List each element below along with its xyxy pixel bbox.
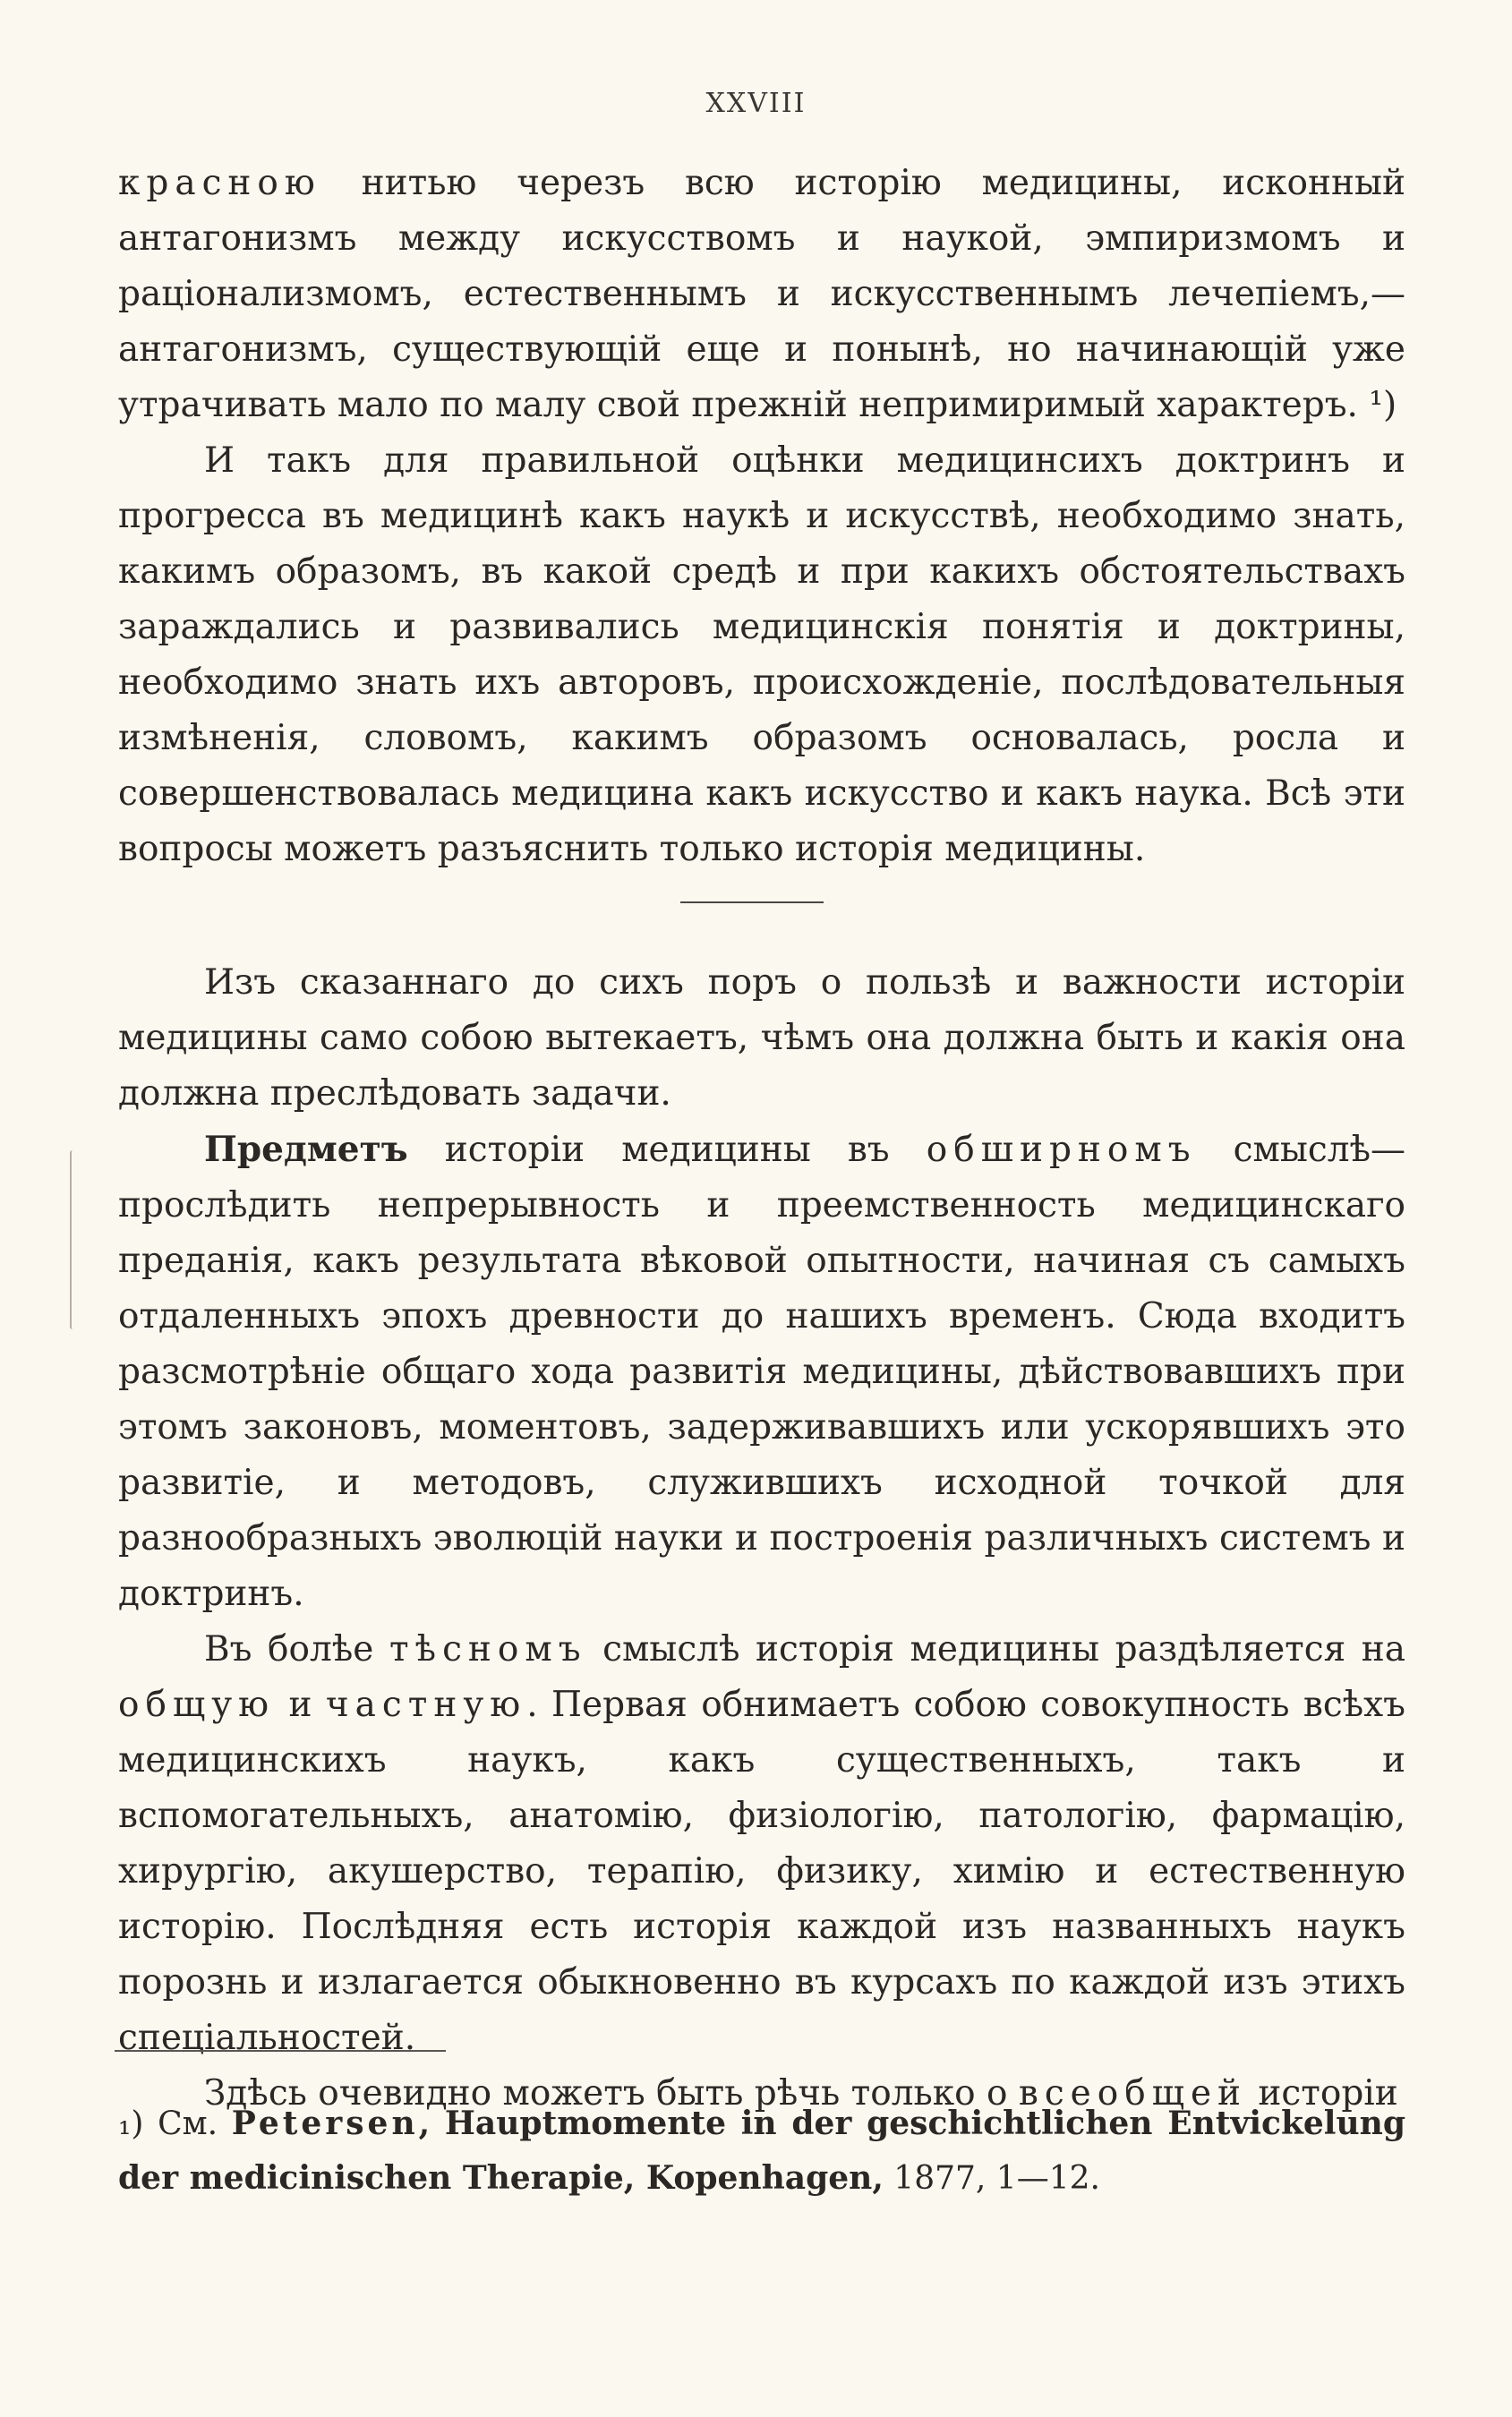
paragraph-text: исторіи медицины въ bbox=[407, 1130, 927, 1170]
paragraph-text: Здѣсь очевидно можетъ быть рѣчь только о bbox=[204, 2073, 1019, 2114]
paragraph-intro: Изъ сказаннаго до сихъ поръ о пользѣ и важности исторіи медицины само собою вытекаетъ, чѣмъ она должна быть и какія она должна преслѣдовать задачи. bbox=[118, 962, 1405, 1114]
page-number: XXVIII bbox=[705, 88, 807, 119]
spaced-lead-word: красною bbox=[118, 163, 321, 203]
paragraph-subject bbox=[118, 1122, 1405, 1622]
paragraph-text: смыслѣ исторія медицины раздѣляется на bbox=[586, 1629, 1405, 1670]
text-block-continuation bbox=[118, 156, 1405, 877]
margin-pencil-mark bbox=[70, 1150, 77, 1329]
paragraph-division bbox=[118, 1622, 1405, 2066]
spaced-term: частную bbox=[325, 1685, 527, 1725]
footnote bbox=[118, 2097, 1405, 2206]
footnote-title: , Hauptmomente in der geschichtlichen Entvickelung der medicinischen Therapie, Kopenhagen, bbox=[118, 2105, 1406, 2197]
paragraph-text: и bbox=[275, 1685, 326, 1725]
spaced-term: всеобщей bbox=[1018, 2073, 1248, 2114]
paragraph-text: . Первая обнимаетъ собою совокупность всѣхъ медицинскихъ наукъ, какъ существенныхъ, такъ и вспомогательныхъ, анатомію, физіологію, патологію, фармацію, хирургію, акушерство, терапію, физику, химію и естественную исторію. Послѣдняя есть исторія каждой изъ названныхъ наукъ порознь и излагается обыкновенно въ курсахъ по каждой изъ этихъ спеціальностей. bbox=[118, 1685, 1405, 2058]
footnote-author: Petersen bbox=[231, 2105, 419, 2142]
section-separator bbox=[680, 901, 824, 903]
spaced-term: тѣсномъ bbox=[389, 1629, 587, 1670]
paragraph-text: смыслѣ—прослѣдить непрерывность и преемственность медицинскаго преданія, какъ результата вѣковой опытности, начиная съ самыхъ отдаленныхъ эпохъ древности до нашихъ временъ. Сюда входитъ разсмотрѣніе общаго хода развитія медицины, дѣйствовавшихъ при этомъ законовъ, моментовъ, задерживавшихъ или ускорявшихъ это развитіе, и методовъ, служившихъ исходной точкой для разнообразныхъ эволюцій науки и построенія различныхъ системъ и доктринъ. bbox=[118, 1130, 1406, 1614]
footnote-details: 1877, 1—12. bbox=[883, 2160, 1100, 2197]
paragraph-continuation bbox=[118, 156, 1405, 433]
spaced-term: общую bbox=[118, 1685, 276, 1725]
bold-term: Предметъ bbox=[204, 1129, 408, 1170]
footnote-marker: ₁) bbox=[118, 2105, 158, 2142]
text-block-subject bbox=[118, 955, 1405, 2122]
paragraph-conclusion: И такъ для правильной оцѣнки медицинсихъ доктринъ и прогресса въ медицинѣ какъ наукѣ и искусствѣ, необходимо знать, какимъ образомъ, въ какой средѣ и при какихъ обстоятельствахъ зараждались и развивались медицинскія понятія и доктрины, необходимо знать ихъ авторовъ, происхожденіе, послѣдовательныя измѣненія, словомъ, какимъ образомъ основалась, росла и совершенствовалась медицина какъ искусство и какъ наука. Всѣ эти вопросы можетъ разъяснить только исторія медицины. bbox=[118, 440, 1405, 869]
footnote-rule bbox=[115, 2050, 446, 2052]
paragraph-text: Въ болѣе bbox=[204, 1629, 389, 1670]
footnote-cm: См. bbox=[158, 2105, 232, 2142]
paragraph-text: исторіи bbox=[1247, 2073, 1398, 2114]
spaced-term: обширномъ bbox=[926, 1130, 1197, 1170]
paragraph-text: нитью черезъ всю исторію медицины, исконный антагонизмъ между искусствомъ и наукой, эмпиризмомъ и раціонализмомъ, естественнымъ и искусственнымъ лечепіемъ,—антагонизмъ, существующій еще и понынѣ, но начинающій уже утрачивать мало по малу свой прежній непримиримый характеръ. ¹) bbox=[118, 163, 1405, 425]
